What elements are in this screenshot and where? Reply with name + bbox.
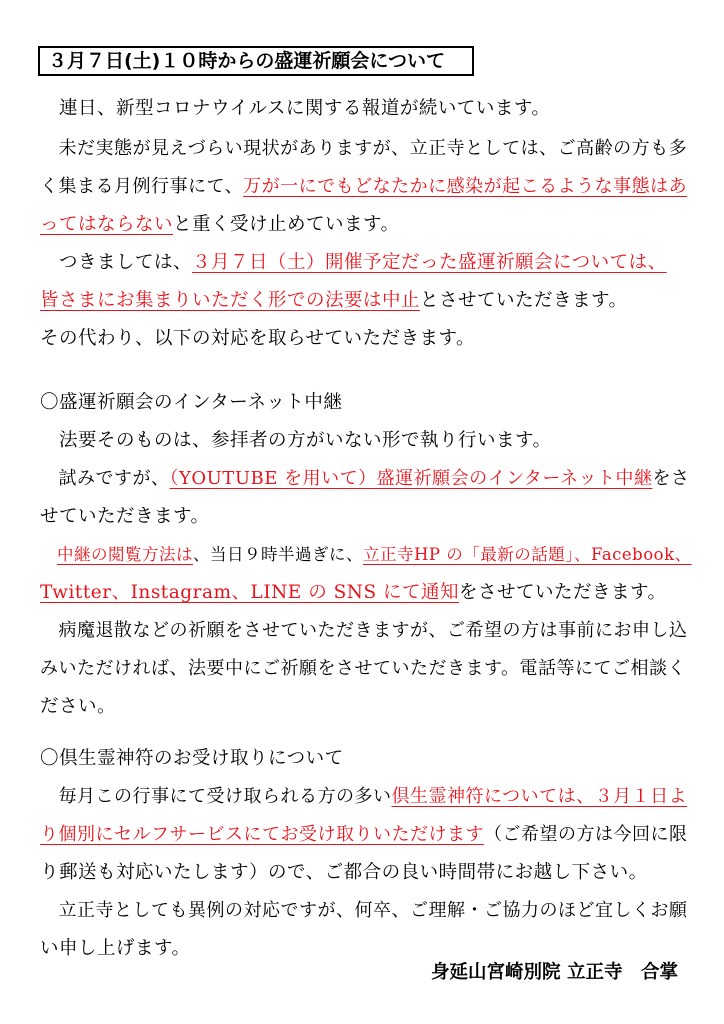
emphasis-text: 倶生霊神符については、３月１日よ bbox=[391, 786, 688, 807]
section1-line-3: せていただきます。 bbox=[40, 506, 210, 527]
intro-line-4 bbox=[40, 210, 400, 240]
section1-line-1: 法要そのものは、参拝者の方がいない形で執り行います。 bbox=[40, 430, 552, 451]
intro-line-7: その代わり、以下の対応を取らせていただきます。 bbox=[40, 328, 475, 349]
emphasis-text: ３月７日（土）開催予定だった盛運祈願会については、 bbox=[192, 252, 667, 273]
intro-text: く集まる月例行事にて、 bbox=[40, 176, 244, 197]
section-text: をさせていただきます。 bbox=[459, 582, 667, 603]
section-text: 、当日９時半過ぎに、 bbox=[193, 545, 363, 564]
section1-line-7: みいただければ、法要中にご祈願をさせていただきます。電話等にてご相談く bbox=[40, 658, 687, 679]
emphasis-text: 中継の閲覧方法は bbox=[57, 545, 193, 564]
section2-line-3: り郵送も対応いたします）ので、ご都合の良い時間帯にお越し下さい。 bbox=[40, 862, 648, 883]
emphasis-text: 皆さまにお集まりいただく形での法要は中止 bbox=[40, 290, 421, 311]
intro-line-2: 未だ実態が見えづらい現状がありますが、立正寺としては、ご高齢の方も多 bbox=[40, 138, 688, 159]
section2-line-5: い申し上げます。 bbox=[40, 938, 191, 959]
emphasis-text: ってはならない bbox=[40, 214, 174, 235]
emphasis-text: （YOUTUBE を用いて）盛運祈願会のインターネット中継 bbox=[169, 468, 653, 489]
section2-line-1 bbox=[40, 782, 687, 812]
section-heading-broadcast: 〇盛運祈願会のインターネット中継 bbox=[40, 392, 343, 413]
section2-line-4: 立正寺としても異例の対応ですが、何卒、ご理解・ご協力のほど宜しくお願 bbox=[40, 900, 688, 921]
section1-line-5 bbox=[40, 578, 667, 608]
intro-text: とさせていただきます。 bbox=[420, 290, 628, 311]
section-heading-talisman: 〇倶生霊神符のお受け取りについて bbox=[40, 748, 344, 769]
intro-line-5 bbox=[40, 248, 667, 278]
intro-text: と重く受け止めています。 bbox=[173, 214, 400, 235]
section1-line-8: ださい。 bbox=[40, 696, 117, 717]
intro-line-3 bbox=[40, 172, 687, 202]
section-text: をさ bbox=[652, 468, 690, 489]
intro-text: つきましては、 bbox=[40, 252, 193, 273]
section1-line-6: 病魔退散などの祈願をさせていただきますが、ご希望の方は事前にお申し込 bbox=[40, 620, 688, 641]
emphasis-text: Twitter、Instagram、LINE の SNS にて通知 bbox=[40, 582, 459, 603]
section2-line-2 bbox=[40, 820, 688, 850]
emphasis-text: 万が一にでもどなたかに感染が起こるような事態はあ bbox=[243, 176, 688, 197]
intro-line-6 bbox=[40, 286, 628, 316]
emphasis-text: 立正寺HP の「最新の話題」、Facebook、 bbox=[363, 545, 692, 564]
signature: 身延山宮崎別院 立正寺 合掌 bbox=[431, 962, 678, 983]
page-title: ３月７日(土)１０時からの盛運祈願会について bbox=[38, 46, 474, 76]
section-text: 試みですが、 bbox=[40, 468, 170, 489]
section-text bbox=[40, 545, 57, 564]
section1-line-4 bbox=[40, 540, 692, 570]
section-text: （ご希望の方は今回に限 bbox=[484, 824, 688, 845]
section1-line-2 bbox=[40, 464, 689, 494]
section-text: 毎月この行事にて受け取られる方の多い bbox=[40, 786, 392, 807]
emphasis-text: り個別にセルフサービスにてお受け取りいただけます bbox=[40, 824, 484, 845]
intro-line-1: 連日、新型コロナウイルスに関する報道が続いています。 bbox=[40, 98, 551, 119]
